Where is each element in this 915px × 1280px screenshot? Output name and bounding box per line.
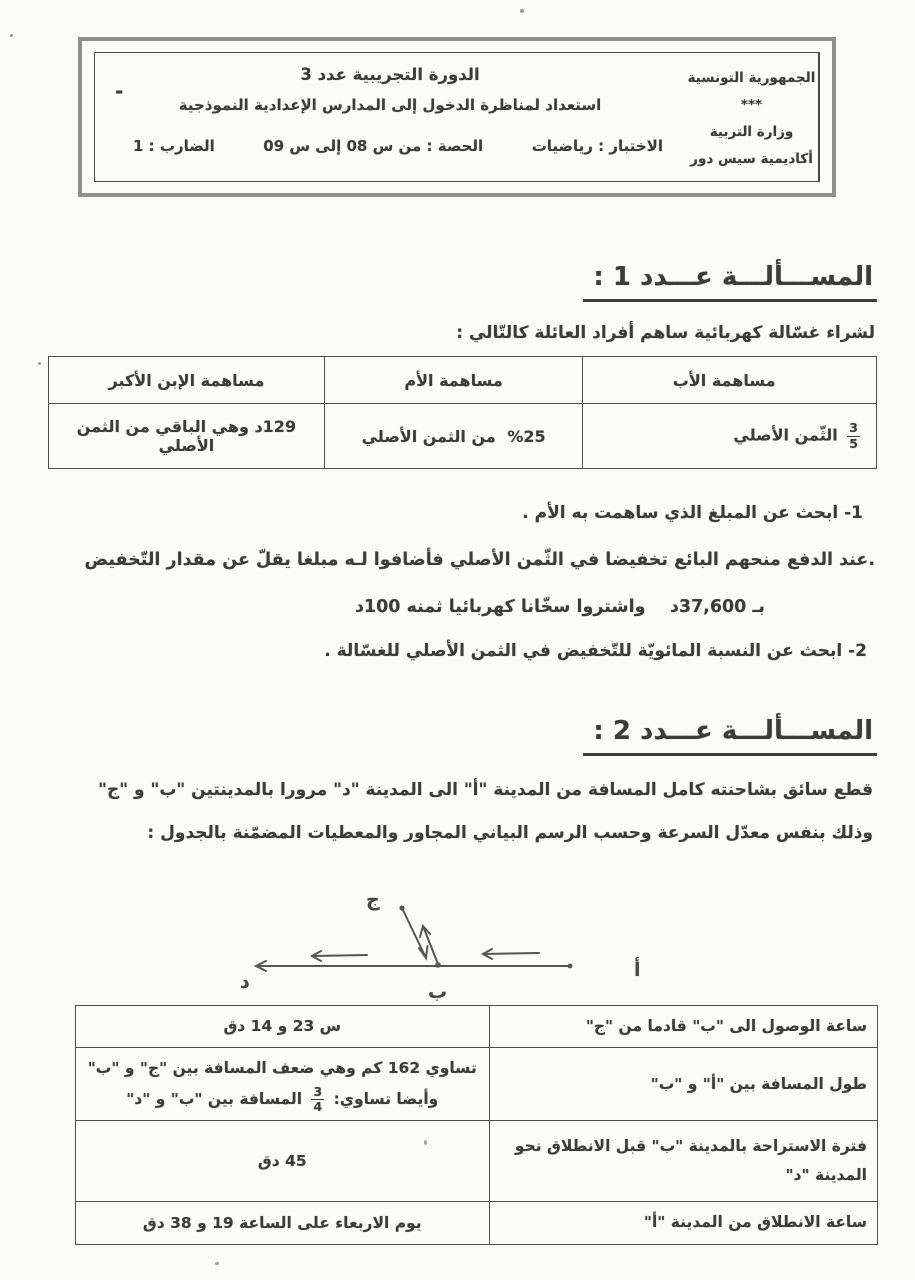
problem2-intro-line2: وذلك بنفس معدّل السرعة وحسب الرسم البياني المجاور والمعطيات المضمّنة بالجدول : [147, 823, 873, 843]
table-row [76, 1202, 878, 1244]
stray-dash-mark: - [115, 79, 124, 103]
eldest-son-contribution: 129د وهي الباقي من الثمن الأصلي [49, 404, 325, 469]
scan-speck [424, 1140, 427, 1145]
academy-line: أكاديمية سيس دور [690, 151, 813, 167]
problem1-title: المســـألـــة عـــدد 1 : [583, 262, 877, 302]
problem2-title: المســـألـــة عـــدد 2 : [583, 716, 877, 756]
exam-header-inner [94, 52, 820, 182]
point-a-dot [568, 964, 573, 969]
exam-time: الحصة : من س 08 إلى س 09 [263, 137, 484, 155]
exam-session-title: الدورة التجريبية عدد 3 [300, 65, 480, 84]
header-eldest-son: مساهمة الإبن الأكبر [49, 357, 325, 404]
point-c-dot [399, 905, 404, 910]
row1-value: س 23 و 14 دق [76, 1006, 490, 1048]
header-mother: مساهمة الأم [324, 357, 582, 404]
republic-line: الجمهورية التونسية [687, 70, 816, 86]
trip-data-table [75, 1005, 878, 1245]
row1-label: ساعة الوصول الى "ب" قادما من "ج" [489, 1006, 878, 1048]
route-diagram [230, 876, 660, 1008]
scan-speck [520, 9, 524, 13]
father-contribution-text: الثّمن الأصلي [733, 425, 838, 445]
scan-speck [10, 34, 13, 37]
table-row [76, 1006, 878, 1048]
table-value-row [49, 404, 877, 469]
problem1-question1: 1- ابحث عن المبلغ الذي ساهمت به الأم . [522, 503, 863, 523]
exam-session-subtitle: استعداد لمناظرة الدخول إلى المدارس الإعدادية النموذجية [178, 96, 602, 114]
label-city-a: أ [634, 959, 641, 981]
mother-contribution [324, 404, 582, 469]
fraction-three-quarters [311, 1085, 324, 1115]
exam-subject: الاختبار : رياضيات [531, 137, 663, 155]
row4-value: يوم الاربعاء على الساعة 19 و 38 دق [76, 1202, 490, 1244]
row2-value-line2 [84, 1084, 481, 1115]
fraction-denominator: 4 [313, 1099, 323, 1115]
label-city-b: ب [428, 981, 448, 1003]
label-city-c: ج [366, 889, 380, 911]
header-father: مساهمة الأب [583, 357, 877, 404]
problem1-question2: 2- ابحث عن النسبة المائويّة للتّخفيض في الثمن الأصلي للغسّالة . [324, 641, 867, 661]
row2-value [76, 1048, 490, 1121]
problem1-note-line1: .عند الدفع منحهم البائع تخفيضا في الثّمن الأصلي فأضافوا لـه مبلغا يقلّ عن مقدار التّخفيض [84, 550, 875, 570]
problem2-intro-line1: قطع سائق بشاحنته كامل المسافة من المدينة "أ" الى المدينة "د" مرورا بالمدينتين "ب" و "ج" [98, 780, 873, 800]
row3-value: 45 دق [76, 1121, 490, 1202]
table-row [76, 1048, 878, 1121]
exam-info-line [95, 137, 685, 155]
row2-value-line2-suffix: المسافة بين "ب" و "د" [126, 1090, 303, 1109]
table-header-row [49, 357, 877, 404]
problem1-intro: لشراء غسّالة كهربائية ساهم أفراد العائلة كالتّالي : [456, 323, 875, 343]
ministry-line: وزارة التربية [709, 124, 794, 140]
scan-speck [215, 1262, 219, 1265]
separator-stars: *** [740, 97, 763, 113]
direction-arrow-bd [312, 955, 367, 956]
scan-speck [38, 362, 41, 365]
mother-contribution-text: من الثمن الأصلي [361, 426, 496, 446]
row3-label: فترة الاستراحة بالمدينة "ب" قبل الانطلاق نحو المدينة "د" [489, 1121, 878, 1202]
point-b-dot [435, 962, 441, 968]
exam-header-box [78, 37, 836, 197]
fraction-numerator: 3 [313, 1084, 323, 1100]
segment-c-to-b [402, 908, 426, 958]
exam-header-main [95, 53, 685, 181]
row2-label: طول المسافة بين "أ" و "ب" [489, 1048, 878, 1121]
row2-value-line1: تساوي 162 كم وهي ضعف المسافة بين "ج" و "ب" [87, 1059, 477, 1078]
row2-value-line2-prefix: وأيضا تساوي: [333, 1090, 439, 1109]
ministry-block [685, 53, 819, 181]
fraction-numerator: 3 [849, 420, 858, 436]
percent-value: %25 [507, 426, 546, 446]
father-contribution [583, 404, 877, 469]
direction-arrow-ab [483, 953, 539, 954]
label-city-d: د [240, 971, 250, 993]
row4-label: ساعة الانطلاق من المدينة "أ" [489, 1202, 878, 1244]
fraction-three-fifths [847, 421, 860, 451]
table-row [76, 1121, 878, 1202]
contributions-table [48, 356, 877, 469]
problem1-note-line2: بـ 37,600د واشتروا سخّانا كهربائيا ثمنه 100د [354, 597, 765, 617]
fraction-denominator: 5 [849, 435, 858, 451]
exam-coefficient: الضارب : 1 [133, 137, 215, 155]
